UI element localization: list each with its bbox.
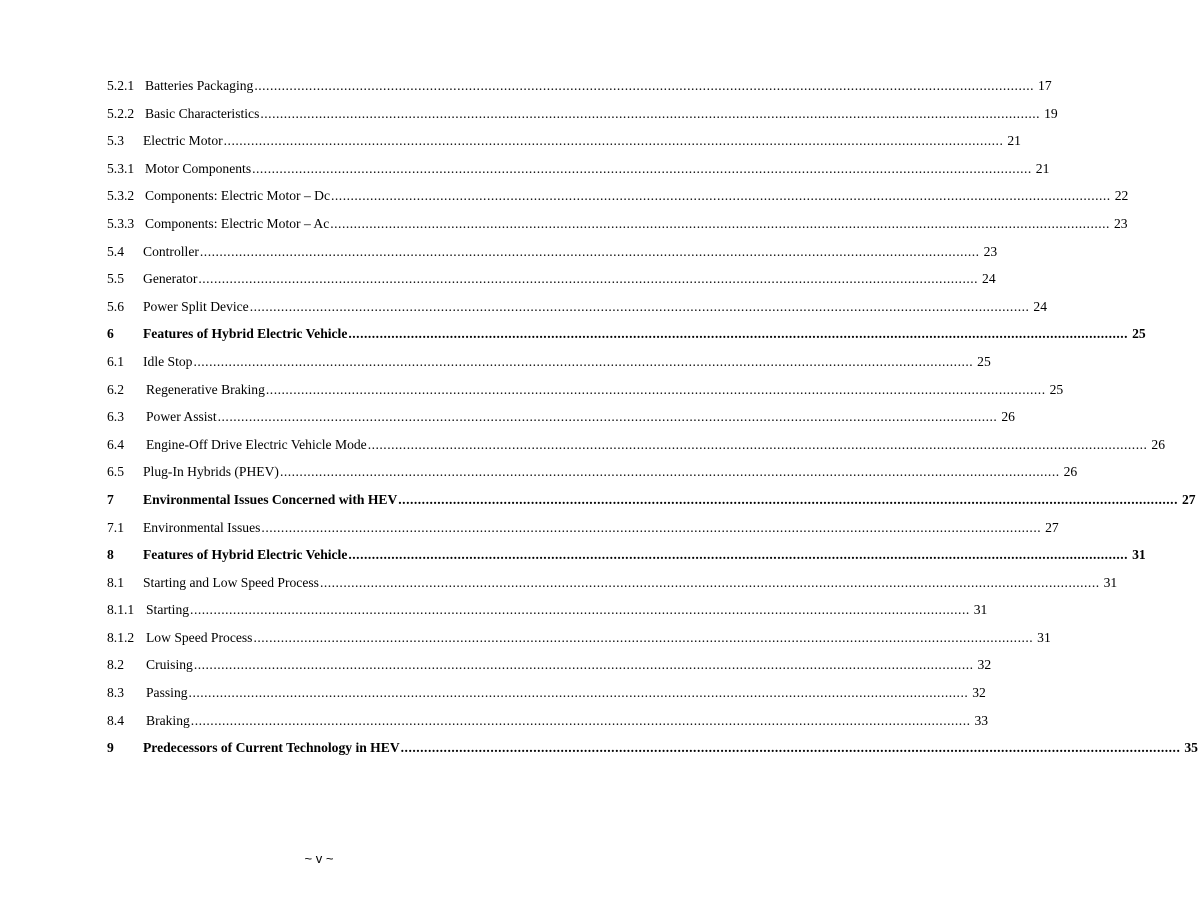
toc-entry[interactable]	[107, 155, 1050, 183]
toc-entry-page: 31	[1132, 547, 1146, 563]
toc-entry-page: 19	[1044, 105, 1058, 121]
dot-leader: ........................................................................................................................................................................................................	[249, 298, 1030, 314]
dot-leader: ........................................................................................................................................................................................................	[279, 464, 1060, 480]
toc-entry-page: 31	[973, 602, 988, 618]
toc-entry-title: Environmental Issues Concerned with HEV	[143, 491, 398, 507]
toc-entry-title: Generator	[143, 271, 198, 287]
toc-entry[interactable]	[107, 596, 988, 624]
toc-entry-number: 9	[107, 740, 114, 756]
toc-entry-title: Basic Characteristics	[145, 105, 260, 121]
toc-entry-title: Motor Components	[145, 160, 252, 176]
toc-entry-number: 6.3	[107, 409, 124, 425]
toc-entry-page: 25	[1049, 381, 1064, 397]
toc-entry[interactable]	[107, 72, 1052, 100]
toc-entry-number: 7.1	[107, 519, 124, 535]
toc-entry-page: 21	[1007, 133, 1021, 149]
toc-entry-number: 5.3.3	[107, 215, 135, 231]
dot-leader: ........................................................................................................................................................................................................	[331, 188, 1111, 204]
toc-entry[interactable]	[107, 431, 1165, 459]
toc-entry[interactable]	[107, 514, 1059, 542]
toc-entry-page: 26	[1151, 436, 1165, 452]
toc-entry-page: 26	[1001, 409, 1015, 425]
toc-entry-number: 5.2.1	[107, 78, 135, 93]
toc-entry[interactable]	[107, 458, 1078, 486]
dot-leader: ........................................................................................................................................................................................................	[348, 326, 1129, 342]
toc-entry-page: 25	[1132, 326, 1146, 342]
toc-entry-page: 26	[1063, 464, 1078, 480]
toc-entry-number: 6.4	[107, 436, 124, 452]
toc-entry-number: 7	[107, 491, 114, 507]
toc-entry-title: Power Split Device	[143, 298, 249, 314]
toc-entry-page: 33	[974, 712, 989, 728]
dot-leader: ........................................................................................................................................................................................................	[398, 491, 1178, 507]
toc-entry-title: Starting	[146, 602, 190, 618]
dot-leader: ........................................................................................................................................................................................................	[190, 712, 971, 728]
toc-entry-title: Predecessors of Current Technology in HEV	[143, 740, 400, 756]
toc-entry-number: 8.1.1	[107, 602, 135, 618]
toc-entry[interactable]	[107, 238, 998, 266]
toc-entry-title: Braking	[146, 712, 190, 728]
toc-entry-title: Features of Hybrid Electric Vehicle	[143, 326, 348, 342]
toc-entry-page: 27	[1045, 519, 1059, 535]
toc-entry-number: 5.3.2	[107, 188, 135, 204]
toc-entry[interactable]	[107, 707, 989, 735]
toc-entry-title: Power Assist	[146, 409, 217, 425]
toc-entry-number: 8.2	[107, 657, 124, 673]
toc-entry-title: Batteries Packaging	[145, 78, 254, 93]
toc-entry-page: 35	[1184, 740, 1198, 756]
toc-entry-title: Engine-Off Drive Electric Vehicle Mode	[146, 436, 367, 452]
dot-leader: ........................................................................................................................................................................................................	[190, 602, 970, 618]
toc-entry-number: 8.1.2	[107, 629, 135, 645]
dot-leader: ........................................................................................................................................................................................................	[254, 78, 1035, 93]
toc-entry-number: 5.2.2	[107, 105, 135, 121]
toc-entry[interactable]	[107, 486, 1196, 514]
toc-entry-page: 23	[983, 243, 998, 259]
dot-leader: ........................................................................................................................................................................................................	[400, 740, 1181, 756]
toc-entry[interactable]	[107, 651, 992, 679]
toc-entry-number: 6.5	[107, 464, 124, 480]
toc-entry-title: Regenerative Braking	[146, 381, 265, 397]
dot-leader: ........................................................................................................................................................................................................	[252, 160, 1032, 176]
toc-entry-title: Components: Electric Motor – Ac	[145, 215, 330, 231]
toc-entry-number: 6	[107, 326, 114, 342]
toc-entry[interactable]	[107, 376, 1064, 404]
toc-entry[interactable]	[107, 348, 991, 376]
toc-entry-number: 6.2	[107, 381, 124, 397]
toc-entry-title: Low Speed Process	[146, 629, 253, 645]
toc-entry-number: 6.1	[107, 353, 124, 369]
toc-entry-title: Idle Stop	[143, 353, 193, 369]
dot-leader: ........................................................................................................................................................................................................	[193, 657, 974, 673]
toc-entry-number: 5.4	[107, 243, 124, 259]
toc-entry-number: 8.1	[107, 574, 124, 590]
dot-leader: ........................................................................................................................................................................................................	[253, 629, 1034, 645]
toc-entry[interactable]	[107, 734, 1198, 762]
toc-entry[interactable]	[107, 541, 1146, 569]
toc-entry[interactable]	[107, 679, 986, 707]
dot-leader: ........................................................................................................................................................................................................	[265, 381, 1046, 397]
toc-entry-title: Components: Electric Motor – Dc	[145, 188, 330, 204]
toc-entry[interactable]	[107, 182, 1129, 210]
toc-entry[interactable]	[107, 320, 1146, 348]
page-number-footer: ~ v ~	[304, 851, 334, 866]
toc-entry-page: 32	[972, 685, 986, 701]
toc-entry-number: 8.4	[107, 712, 124, 728]
toc-entry-title: Electric Motor	[143, 133, 223, 149]
toc-entry-title: Cruising	[146, 657, 193, 673]
dot-leader: ........................................................................................................................................................................................................	[319, 574, 1100, 590]
dot-leader: ........................................................................................................................................................................................................	[348, 547, 1129, 563]
toc-entry-title: Starting and Low Speed Process	[143, 574, 319, 590]
toc-entry-page: 24	[1033, 298, 1047, 314]
toc-entry-page: 24	[982, 271, 996, 287]
toc-entry-title: Environmental Issues	[143, 519, 261, 535]
dot-leader: ........................................................................................................................................................................................................	[261, 519, 1042, 535]
toc-entry[interactable]	[107, 624, 1051, 652]
toc-entry-title: Plug-In Hybrids (PHEV)	[143, 464, 279, 480]
dot-leader: ........................................................................................................................................................................................................	[330, 215, 1110, 231]
dot-leader: ........................................................................................................................................................................................................	[367, 436, 1148, 452]
dot-leader: ........................................................................................................................................................................................................	[217, 409, 998, 425]
toc-entry-title: Features of Hybrid Electric Vehicle	[143, 547, 348, 563]
toc-entry-page: 21	[1035, 160, 1050, 176]
toc-entry-page: 32	[977, 657, 992, 673]
table-of-contents	[107, 72, 1198, 762]
toc-entry-number: 8.3	[107, 685, 124, 701]
dot-leader: ........................................................................................................................................................................................................	[223, 133, 1004, 149]
dot-leader: ........................................................................................................................................................................................................	[198, 271, 979, 287]
toc-entry[interactable]	[107, 293, 1047, 321]
toc-entry-number: 5.3.1	[107, 160, 135, 176]
toc-entry[interactable]	[107, 403, 1015, 431]
toc-entry-number: 8	[107, 547, 114, 563]
toc-entry-page: 25	[977, 353, 991, 369]
toc-entry-page: 31	[1103, 574, 1118, 590]
toc-entry-page: 23	[1113, 215, 1128, 231]
toc-entry[interactable]	[107, 127, 1021, 155]
dot-leader: ........................................................................................................................................................................................................	[193, 353, 974, 369]
dot-leader: ........................................................................................................................................................................................................	[188, 685, 969, 701]
toc-entry[interactable]	[107, 100, 1058, 128]
toc-entry[interactable]	[107, 569, 1118, 597]
toc-entry-page: 17	[1038, 78, 1052, 93]
dot-leader: ........................................................................................................................................................................................................	[199, 243, 980, 259]
toc-entry-title: Passing	[146, 685, 188, 701]
toc-entry-page: 27	[1181, 491, 1196, 507]
toc-entry-number: 5.3	[107, 133, 124, 149]
toc-entry-title: Controller	[143, 243, 199, 259]
toc-entry-number: 5.5	[107, 271, 124, 287]
toc-entry-number: 5.6	[107, 298, 124, 314]
toc-entry[interactable]	[107, 210, 1128, 238]
toc-entry-page: 22	[1114, 188, 1129, 204]
dot-leader: ........................................................................................................................................................................................................	[260, 105, 1041, 121]
toc-entry[interactable]	[107, 265, 996, 293]
toc-entry-page: 31	[1037, 629, 1051, 645]
